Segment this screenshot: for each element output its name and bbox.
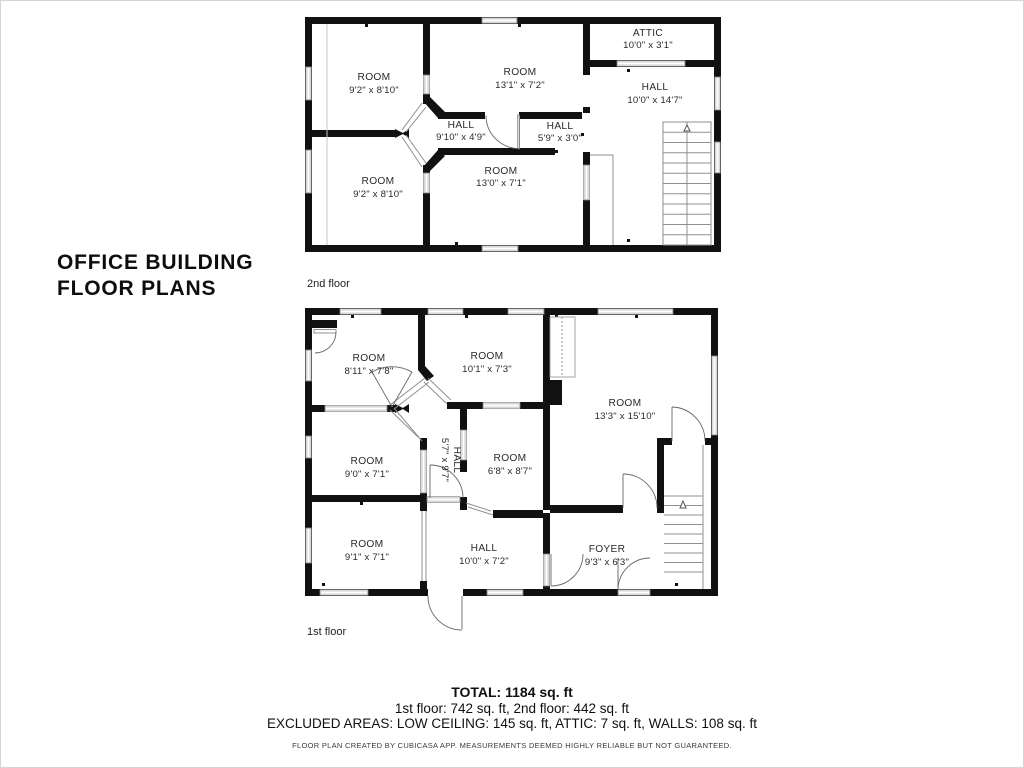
- room-dims: 13'1" x 7'2": [495, 80, 545, 91]
- room-label: HALL: [641, 82, 669, 93]
- room-label: ATTIC: [632, 28, 664, 39]
- summary-floors: 1st floor: 742 sq. ft, 2nd floor: 442 sq. ft: [394, 700, 630, 716]
- room-dims: 10'0" x 3'1": [623, 40, 673, 51]
- room-dims: 9'10" x 4'9": [436, 132, 486, 143]
- room-dims: 8'11" x 7'8": [344, 366, 394, 377]
- summary-disclaimer: FLOOR PLAN CREATED BY CUBICASA APP. MEASUREMENTS DEEMED HIGHLY RELIABLE BUT NOT GUARANTEED.: [292, 740, 732, 750]
- room-dims: 9'0" x 7'1": [344, 469, 390, 480]
- stairs-up-arrow: [684, 125, 690, 131]
- floor-plan-first: [305, 308, 718, 638]
- door-stair-enclosure: [672, 407, 705, 441]
- room-label: ROOM: [357, 72, 391, 83]
- door-second-hall: [486, 115, 520, 149]
- room-label: ROOM: [361, 176, 395, 187]
- first-floor-label: 1st floor: [307, 626, 347, 638]
- stairs-first: [664, 445, 703, 589]
- room-dims: 10'0" x 14'7": [627, 95, 683, 106]
- room-dims-rotated: 5'7" x 9'7": [439, 437, 450, 483]
- room-label: ROOM: [493, 453, 527, 464]
- room-dims: 10'1" x 7'3": [462, 364, 512, 375]
- stairs-up-arrow: [680, 501, 686, 508]
- room-dims: 9'3" x 6'3": [584, 557, 630, 568]
- room-dims: 6'8" x 8'7": [487, 466, 533, 477]
- room-dims: 9'1" x 7'1": [344, 552, 390, 563]
- summary-block: [0, 685, 1024, 750]
- room-label: HALL: [546, 121, 574, 132]
- room-label: HALL: [470, 543, 498, 554]
- stairs-second: [663, 122, 711, 245]
- title-line2: FLOOR PLANS: [57, 277, 217, 300]
- second-floor-label: 2nd floor: [307, 278, 350, 290]
- title-line1: OFFICE BUILDING: [57, 251, 254, 274]
- room-label: ROOM: [350, 456, 384, 467]
- walls-second: [305, 17, 721, 252]
- summary-excluded: EXCLUDED AREAS: LOW CEILING: 145 sq. ft, ATTIC: 7 sq. ft, WALLS: 108 sq. ft: [267, 715, 757, 731]
- room-label-rotated: HALL: [451, 446, 462, 474]
- closet-area: [550, 317, 575, 377]
- room-dims: 10'0" x 7'2": [459, 556, 509, 567]
- room-label: ROOM: [352, 353, 386, 364]
- room-label: ROOM: [608, 398, 642, 409]
- room-dims: 9'2" x 8'10": [349, 85, 399, 96]
- room-dims: 9'2" x 8'10": [353, 189, 403, 200]
- room-label: ROOM: [484, 166, 518, 177]
- door-exterior-bottom: [428, 596, 462, 630]
- room-label: ROOM: [470, 351, 504, 362]
- room-dims: 13'0" x 7'1": [476, 178, 526, 189]
- page-title: [57, 250, 253, 302]
- floor-plan-second: [305, 17, 721, 252]
- room-dims: 13'3" x 15'10": [594, 411, 656, 422]
- room-dims: 5'9" x 3'0": [537, 133, 583, 144]
- room-label: FOYER: [588, 544, 626, 555]
- door-foyer-left: [551, 554, 583, 586]
- summary-total: TOTAL: 1184 sq. ft: [451, 684, 573, 700]
- door-corner-closet: [314, 330, 336, 354]
- room-label: ROOM: [503, 67, 537, 78]
- room-label: ROOM: [350, 539, 384, 550]
- door-big-room-foyer: [623, 474, 657, 508]
- room-label: HALL: [447, 120, 475, 131]
